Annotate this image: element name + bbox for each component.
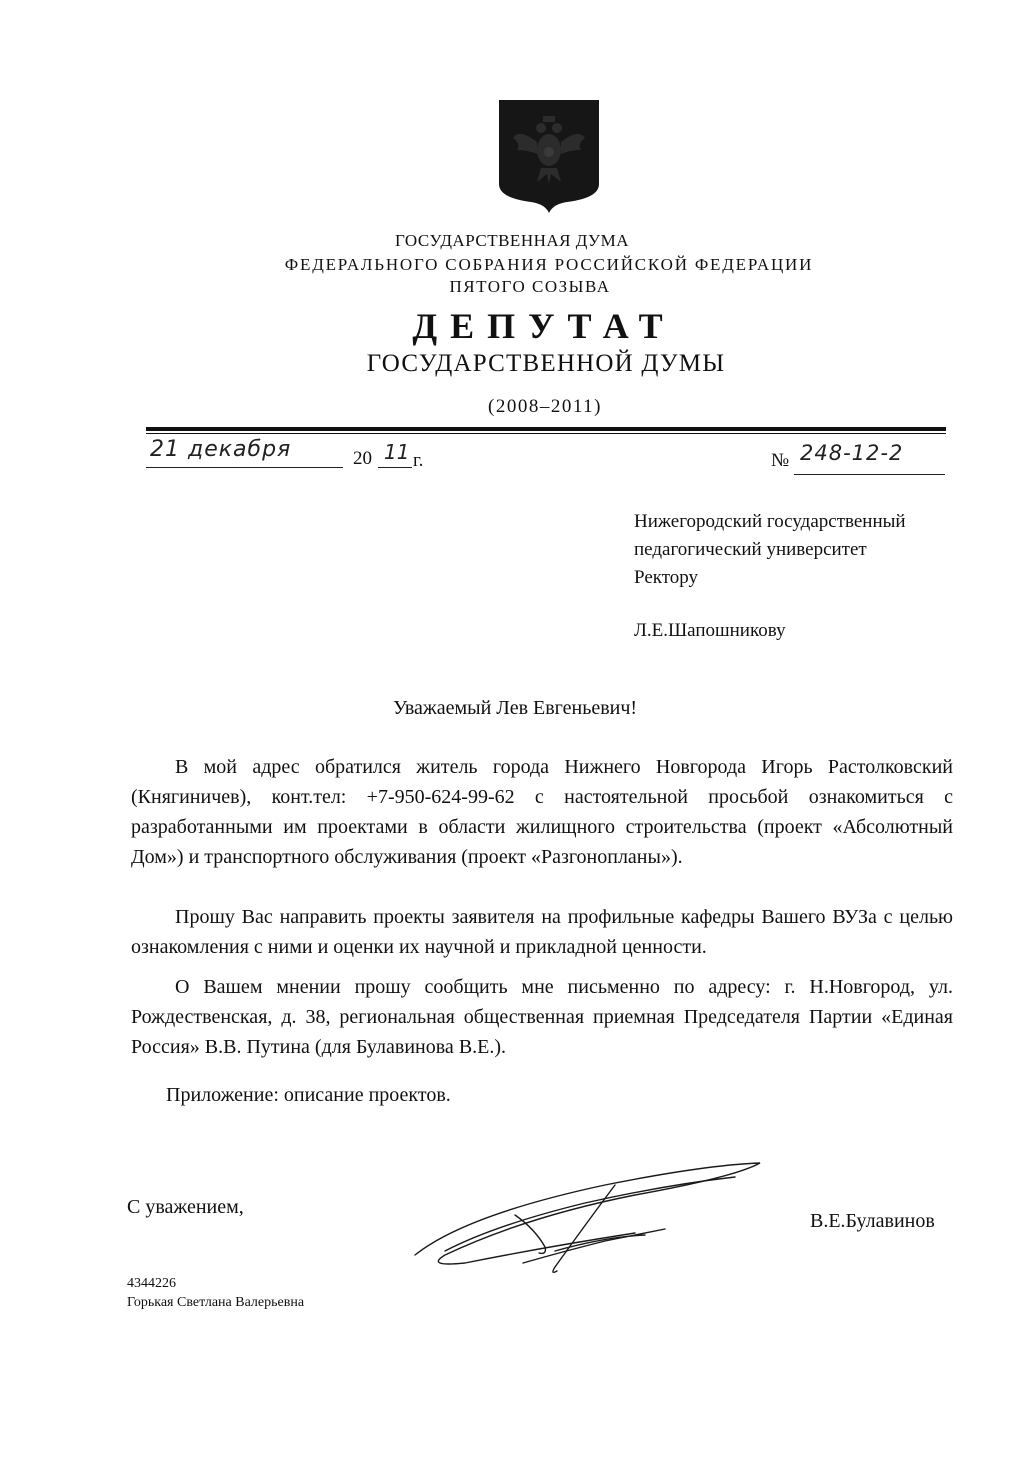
signer-name: В.Е.Булавинов	[810, 1210, 935, 1232]
body-paragraph-1: В мой адрес обратился житель города Нижнего Новгорода Игорь Растолковский (Княгиничев), конт.тел: +7-950-624-99-62 с настоятельной просьбой ознакомиться с разработанными им проектами в области жилищного строительства (проект «Абсолютный Дом») и транспортного обслуживания (проект «Разгонопланы»).	[131, 756, 953, 868]
addressee-name: Л.Е.Шапошникову	[634, 620, 786, 641]
executor-phone: 4344226	[127, 1276, 176, 1291]
coat-of-arms-icon	[497, 98, 601, 214]
year-suffix: г.	[413, 450, 424, 471]
date-handwritten: 21 декабря	[150, 437, 292, 462]
year-handwritten: 11	[384, 440, 410, 464]
year-prefix: 20	[353, 448, 372, 469]
addressee-line-2: педагогический университет	[634, 539, 867, 560]
header-rule-thick	[146, 427, 946, 431]
greeting: Уважаемый Лев Евгеньевич!	[392, 697, 638, 719]
year-underline	[378, 467, 412, 468]
header-line-1: ГОСУДАРСТВЕННАЯ ДУМА	[395, 231, 629, 250]
number-sign: №	[771, 450, 790, 471]
header-line-2: ФЕДЕРАЛЬНОГО СОБРАНИЯ РОССИЙСКОЙ ФЕДЕРАЦИИ	[284, 255, 814, 274]
number-handwritten: 248-12-2	[800, 441, 904, 465]
body-paragraph-3: О Вашем мнении прошу сообщить мне письменно по адресу: г. Н.Новгород, ул. Рождественская, д. 38, региональная общественная приемная Председателя Партии «Единая Россия» В.В. Путина (для Булавинова В.Е.).	[131, 976, 953, 1058]
header-line-3: ПЯТОГО СОЗЫВА	[449, 277, 611, 296]
signature-image	[405, 1155, 775, 1285]
addressee-block	[634, 508, 906, 592]
header-term: (2008–2011)	[488, 396, 602, 417]
body-paragraph-2: Прошу Вас направить проекты заявителя на профильные кафедры Вашего ВУЗа с целью ознакомления с ними и оценки их научной и прикладной ценности.	[131, 906, 953, 958]
number-underline	[794, 474, 945, 475]
addressee-line-3: Ректору	[634, 567, 699, 588]
date-underline	[146, 467, 343, 468]
closing-phrase: С уважением,	[127, 1196, 244, 1218]
executor-name: Горькая Светлана Валерьевна	[127, 1295, 305, 1310]
header-title: ДЕПУТАТ	[412, 306, 676, 346]
appendix-note: Приложение: описание проектов.	[166, 1084, 451, 1106]
header-subtitle: ГОСУДАРСТВЕННОЙ ДУМЫ	[366, 350, 726, 377]
addressee-line-1: Нижегородский государственный	[634, 511, 906, 532]
header-rule-thin	[146, 433, 946, 434]
